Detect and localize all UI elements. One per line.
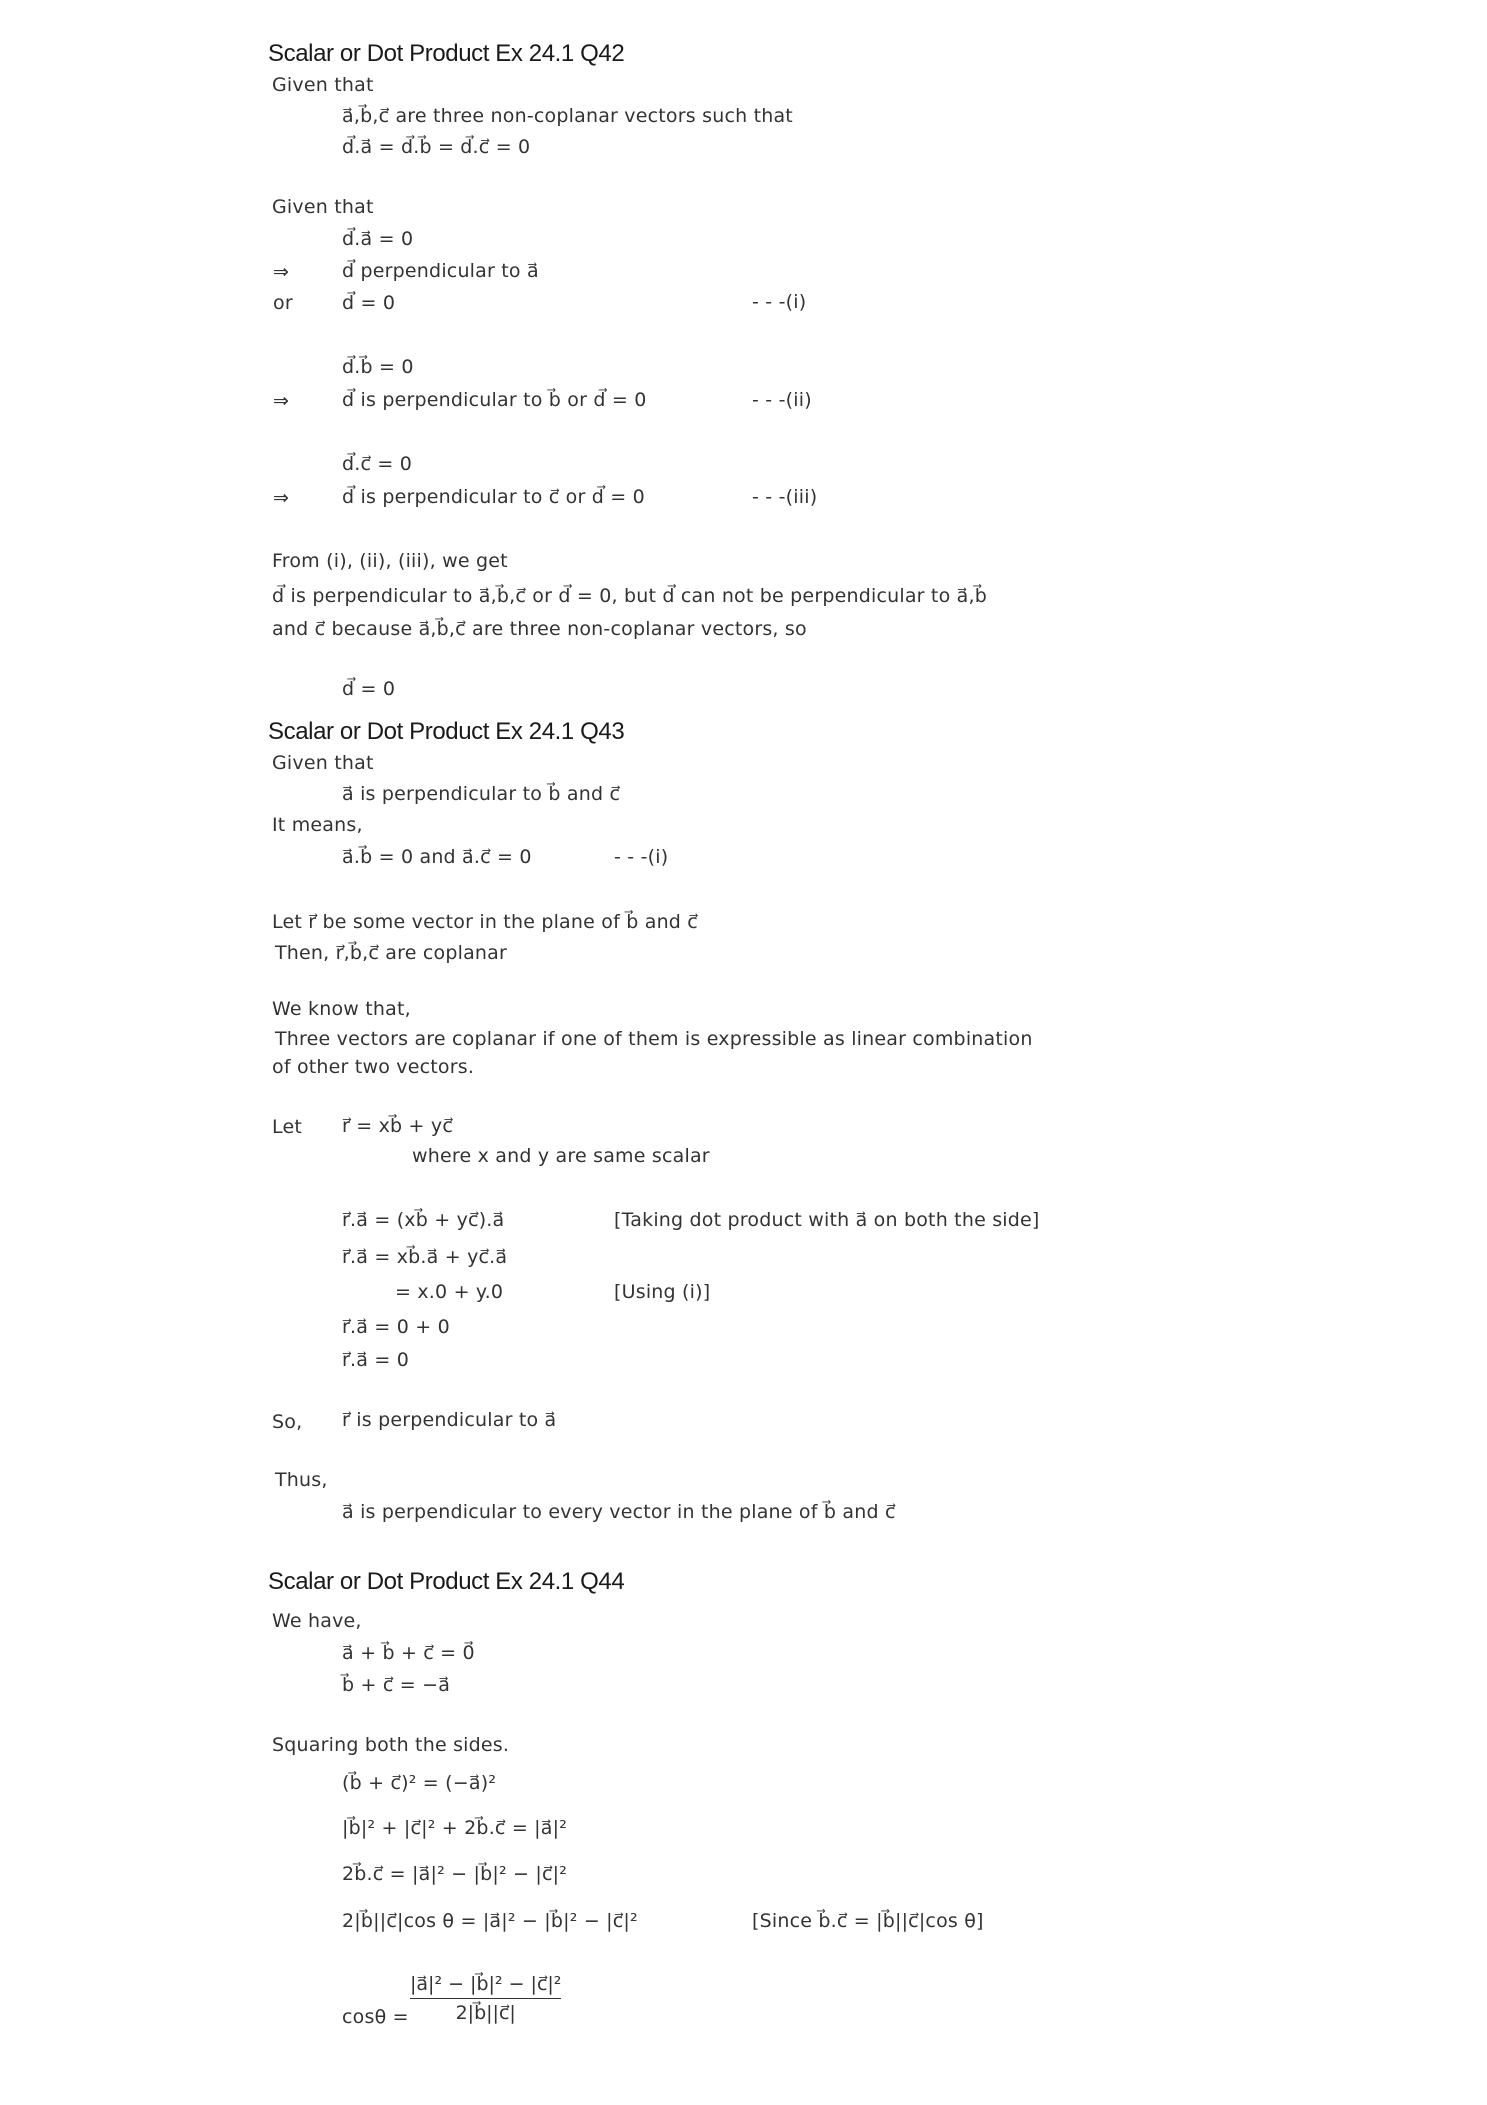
q43-thus-label: Thus, [275, 1469, 328, 1491]
q43-let-label: Let [272, 1116, 302, 1138]
q42-perp-b: d⃗ is perpendicular to b⃗ or d⃗ = 0 [342, 389, 647, 411]
q42-heading: Scalar or Dot Product Ex 24.1 Q42 [268, 40, 625, 67]
q43-step-5: r⃗.a⃗ = 0 [342, 1349, 409, 1371]
q43-step-4: r⃗.a⃗ = 0 + 0 [342, 1316, 450, 1338]
q44-sq-4: 2|b⃗||c⃗|cos θ = |a⃗|² − |b⃗|² − |c⃗|² [342, 1910, 638, 1932]
q43-statement: a⃗ is perpendicular to b⃗ and c⃗ [342, 783, 621, 805]
q43-note-2: [Using (i)] [614, 1281, 711, 1303]
q44-sq-3: 2b⃗.c⃗ = |a⃗|² − |b⃗|² − |c⃗|² [342, 1863, 568, 1885]
q43-rule-2: of other two vectors. [272, 1056, 475, 1078]
q43-eq-1: a⃗.b⃗ = 0 and a⃗.c⃗ = 0 [342, 846, 532, 868]
q44-heading: Scalar or Dot Product Ex 24.1 Q44 [268, 1568, 625, 1595]
q42-conclusion-2: and c⃗ because a⃗,b⃗,c⃗ are three non-coplanar vectors, so [272, 618, 807, 640]
q42-condition: d⃗.a⃗ = d⃗.b⃗ = d⃗.c⃗ = 0 [342, 136, 531, 158]
implies-arrow: ⇒ [273, 487, 290, 509]
q43-r-definition: r⃗ = xb⃗ + yc⃗ [342, 1115, 454, 1137]
q42-from: From (i), (ii), (iii), we get [272, 550, 508, 572]
q43-where: where x and y are same scalar [412, 1145, 710, 1167]
q43-let-r: Let r⃗ be some vector in the plane of b⃗ and c⃗ [272, 911, 698, 933]
q43-note-1: [Taking dot product with a⃗ on both the side] [614, 1209, 1040, 1231]
q44-note: [Since b⃗.c⃗ = |b⃗||c⃗|cos θ] [752, 1910, 984, 1932]
q43-know: We know that, [272, 998, 411, 1020]
q42-given-label-2: Given that [272, 196, 374, 218]
q43-heading: Scalar or Dot Product Ex 24.1 Q43 [268, 718, 625, 745]
implies-arrow: ⇒ [273, 390, 290, 412]
q42-eq-da: d⃗.a⃗ = 0 [342, 228, 414, 250]
q43-means: It means, [272, 814, 363, 836]
q43-step-1: r⃗.a⃗ = (xb⃗ + yc⃗).a⃗ [342, 1209, 505, 1231]
q43-rule-1: Three vectors are coplanar if one of them is expressible as linear combination [275, 1028, 1033, 1050]
q42-final: d⃗ = 0 [342, 678, 396, 700]
q42-statement: a⃗,b⃗,c⃗ are three non-coplanar vectors such that [342, 105, 793, 127]
q44-we-have: We have, [272, 1610, 362, 1632]
q44-eq-1: a⃗ + b⃗ + c⃗ = 0⃗ [342, 1642, 475, 1664]
q44-sq-2: |b⃗|² + |c⃗|² + 2b⃗.c⃗ = |a⃗|² [342, 1817, 568, 1839]
q42-given-label: Given that [272, 74, 374, 96]
equation-tag: - - -(i) [614, 846, 669, 868]
q43-so-text: r⃗ is perpendicular to a⃗ [342, 1409, 557, 1431]
q42-perp-c: d⃗ is perpendicular to c⃗ or d⃗ = 0 [342, 486, 645, 508]
q43-step-2: r⃗.a⃗ = xb⃗.a⃗ + yc⃗.a⃗ [342, 1246, 508, 1268]
q42-conclusion-1: d⃗ is perpendicular to a⃗,b⃗,c⃗ or d⃗ = 0, but d⃗ can not be perpendicular to a⃗,b⃗ [272, 585, 987, 607]
q43-step-3: = x.0 + y.0 [395, 1281, 504, 1303]
q44-eq-2: b⃗ + c⃗ = −a⃗ [342, 1674, 451, 1696]
fraction-denominator: 2|b⃗||c⃗| [455, 2002, 516, 2024]
fraction-bar [410, 1998, 561, 1999]
q43-thus-text: a⃗ is perpendicular to every vector in the plane of b⃗ and c⃗ [342, 1501, 896, 1523]
implies-arrow: ⇒ [273, 261, 290, 283]
q42-d-zero: d⃗ = 0 [342, 292, 396, 314]
equation-tag: - - -(ii) [752, 389, 812, 411]
equation-tag: - - -(i) [752, 291, 807, 313]
or-label: or [273, 292, 293, 314]
fraction-numerator: |a⃗|² − |b⃗|² − |c⃗|² [410, 1973, 562, 1995]
equation-tag: - - -(iii) [752, 486, 818, 508]
q44-sq-1: (b⃗ + c⃗)² = (−a⃗)² [342, 1772, 497, 1794]
q44-cos-label: cosθ = [342, 2006, 409, 2028]
q44-squaring: Squaring both the sides. [272, 1734, 510, 1756]
q43-given-label: Given that [272, 752, 374, 774]
q42-eq-db: d⃗.b⃗ = 0 [342, 356, 414, 378]
q44-cos-fraction [410, 1973, 561, 2024]
q42-eq-dc: d⃗.c⃗ = 0 [342, 453, 413, 475]
q43-then: Then, r⃗,b⃗,c⃗ are coplanar [275, 942, 508, 964]
q43-so-label: So, [272, 1411, 303, 1433]
q42-perp-a: d⃗ perpendicular to a⃗ [342, 260, 539, 282]
